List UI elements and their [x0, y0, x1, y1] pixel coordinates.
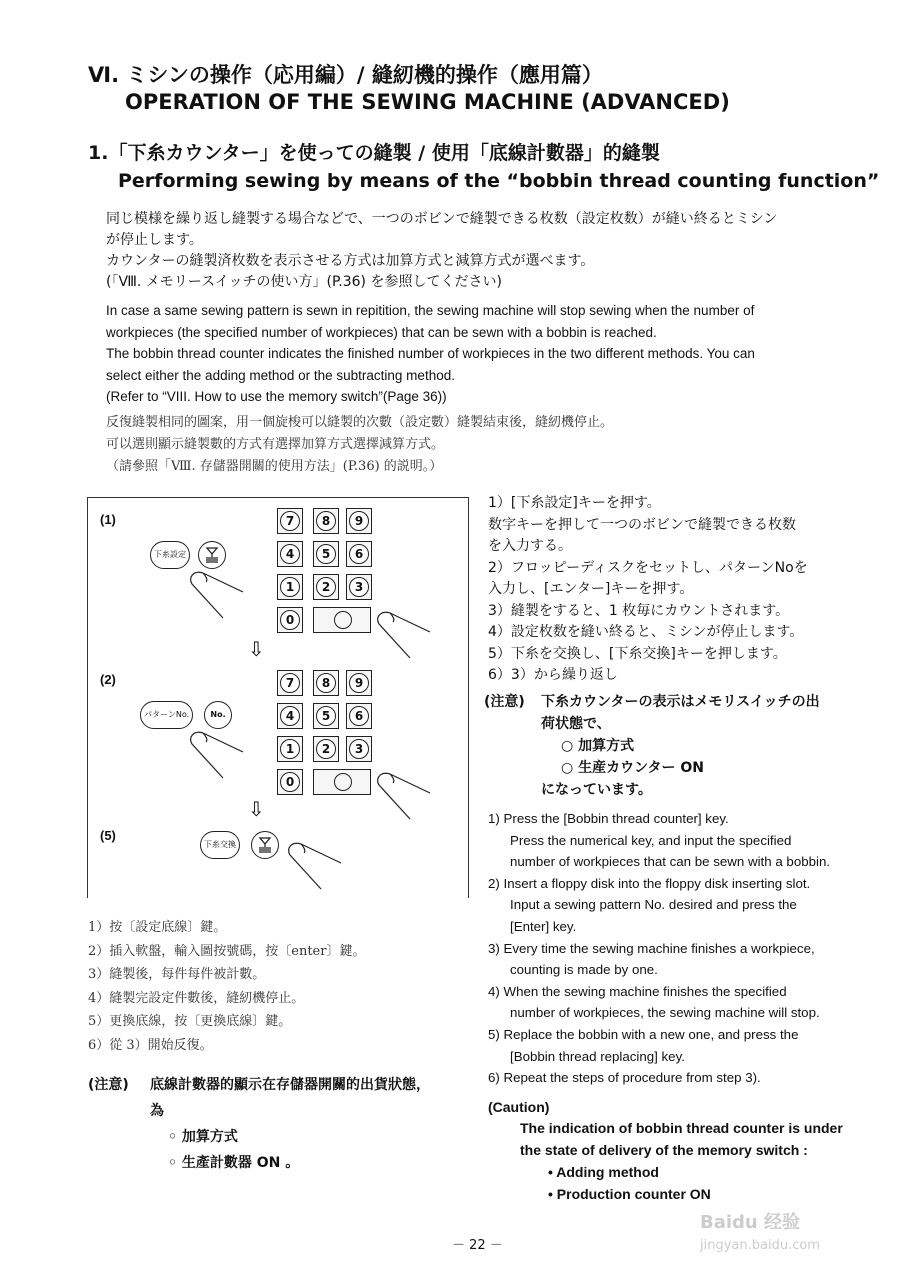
- step-line: 1）按〔設定底線〕鍵。: [88, 920, 227, 935]
- pattern-no-key[interactable]: パターンNo.: [140, 701, 193, 729]
- watermark-logo: Baidu 经验: [700, 1212, 801, 1233]
- step-line: 3) Every time the sewing machine finishes a workpiece,: [488, 940, 815, 956]
- key-label: 8: [316, 511, 336, 531]
- key-9[interactable]: [346, 508, 372, 534]
- key-5[interactable]: [313, 541, 339, 567]
- finger-icon: [375, 610, 445, 660]
- step-line: を入力する。: [488, 538, 572, 554]
- text-line: カウンターの縫製済枚数を表示させる方式は加算方式と減算方式が選べます。: [106, 253, 595, 269]
- step-line: 数字キーを押して一つのボビンで縫製できる枚数: [488, 516, 796, 533]
- step-line: 1) Press the [Bobbin thread counter] key.: [488, 811, 729, 826]
- text-line: workpieces (the specified number of workpieces) that can be sewn with a bobbin is reached.: [106, 324, 657, 340]
- key-label: 3: [349, 739, 369, 759]
- key-4[interactable]: [277, 703, 303, 729]
- key-label: 6: [349, 544, 369, 564]
- enter-icon: [334, 773, 352, 791]
- section-title-jp: 1.「下糸カウンター」を使っての縫製 / 使用「底線計數器」的縫製: [88, 142, 660, 164]
- step-line: 5）更換底線，按〔更換底線〕鍵。: [88, 1014, 292, 1029]
- text-line: select either the adding method or the subtracting method.: [106, 367, 455, 383]
- step-line: Press the numerical key, and input the specified: [510, 832, 792, 848]
- finger-icon: [375, 771, 445, 821]
- key-label: 3: [349, 577, 369, 597]
- step-line: [Bobbin thread replacing] key.: [510, 1048, 685, 1064]
- key-label: 5: [316, 706, 336, 726]
- caution-line: • Adding method: [548, 1164, 659, 1180]
- finger-icon: [286, 841, 356, 891]
- key-1[interactable]: [277, 736, 303, 762]
- bobbin-replace-key[interactable]: 下糸交換: [200, 831, 240, 859]
- step-line: 2) Insert a floppy disk into the floppy disk inserting slot.: [488, 875, 811, 891]
- step-line: 4) When the sewing machine finishes the specified: [488, 983, 787, 999]
- key-6[interactable]: [346, 703, 372, 729]
- caution-label-jp: (注意): [484, 694, 525, 710]
- step-line: 2）插入軟盤，輸入圖按號碼，按〔enter〕鍵。: [88, 943, 366, 959]
- step-line: Input a sewing pattern No. desired and press the: [510, 897, 797, 913]
- key-6[interactable]: [346, 541, 372, 567]
- key-label: 0: [280, 772, 300, 792]
- finger-icon: [188, 730, 258, 780]
- caution-line: The indication of bobbin thread counter is under: [520, 1120, 843, 1136]
- chapter-title-jp: Ⅵ. ミシンの操作（応用編）/ 縫紉機的操作（應用篇）: [88, 63, 603, 87]
- pattern-no-icon: No.: [204, 701, 232, 729]
- caution-line: ○ 生産カウンター ON: [561, 760, 705, 776]
- finger-icon: [188, 570, 258, 620]
- key-9[interactable]: [346, 670, 372, 696]
- step-line: number of workpieces, the sewing machine will stop.: [510, 1005, 820, 1021]
- enter-key[interactable]: [313, 607, 371, 633]
- step-line: 3）縫製をすると、1 枚毎にカウントされます。: [488, 602, 790, 619]
- enter-key[interactable]: [313, 769, 371, 795]
- key-0[interactable]: [277, 607, 303, 633]
- bobbin-replace-icon: [251, 831, 279, 859]
- key-label: 7: [280, 511, 300, 531]
- text-line: The bobbin thread counter indicates the finished number of workpieces in the two different methods. You can: [106, 346, 755, 361]
- text-line: 可以選則顯示縫製數的方式有選擇加算方式選擇減算方式。: [106, 437, 445, 452]
- key-7[interactable]: [277, 508, 303, 534]
- text-line: 同じ模様を繰り返し縫製する場合などで、一つのボビンで縫製できる枚数（設定枚数）が縫い終るとミシン: [106, 211, 778, 227]
- step-label: (1): [100, 512, 116, 527]
- step-line: 入力し、[エンター]キーを押す。: [488, 581, 694, 597]
- step-line: 5）下糸を交換し、[下糸交換]キーを押します。: [488, 645, 787, 662]
- caution-label-en: (Caution): [488, 1099, 550, 1115]
- step-line: 6）3）から繰り返し: [488, 667, 618, 683]
- key-label: 7: [280, 673, 300, 693]
- key-label: 4: [280, 706, 300, 726]
- key-label: 0: [280, 610, 300, 630]
- down-arrow-icon: ⇩: [248, 797, 265, 821]
- step-line: 3）縫製後，每件每件被計數。: [88, 967, 266, 982]
- step-line: counting is made by one.: [510, 962, 658, 978]
- key-label: 8: [316, 673, 336, 693]
- text-line: (Refer to “VIII. How to use the memory switch”(Page 36)): [106, 389, 447, 404]
- key-label: 1: [280, 577, 300, 597]
- step-line: 1）[下糸設定]キーを押す。: [488, 495, 661, 511]
- enter-icon: [334, 611, 352, 629]
- page-number: － 22 －: [452, 1238, 503, 1253]
- key-label: 1: [280, 739, 300, 759]
- keypad-diagram: [87, 497, 469, 898]
- step-label: (2): [100, 672, 116, 687]
- caution-line: the state of delivery of the memory switch :: [520, 1142, 808, 1158]
- key-7[interactable]: [277, 670, 303, 696]
- key-2[interactable]: [313, 574, 339, 600]
- text-line: （請參照「Ⅷ. 存儲器開關的使用方法」(P.36) 的説明。）: [106, 459, 443, 474]
- text-line: 反復縫製相同的圖案，用一個旋梭可以縫製的次數（設定數）縫製結束後，縫紉機停止。: [106, 415, 614, 430]
- caution-line: 底線計數器的顯示在存儲器開關的出貨狀態，: [150, 1077, 430, 1093]
- key-label: 4: [280, 544, 300, 564]
- step-line: 2）フロッピーディスクをセットし、パターンNoを: [488, 559, 808, 576]
- step-line: 4）縫製完設定件數後，縫紉機停止。: [88, 990, 305, 1006]
- caution-label-zh: (注意): [88, 1077, 129, 1093]
- watermark-url: jingyan.baidu.com: [700, 1238, 820, 1253]
- step-line: 4）設定枚数を縫い終ると、ミシンが停止します。: [488, 624, 804, 640]
- caution-line: になっています。: [541, 782, 652, 798]
- step-line: [Enter] key.: [510, 919, 577, 934]
- key-label: 2: [316, 577, 336, 597]
- key-label: 6: [349, 706, 369, 726]
- text-line: In case a same sewing pattern is sewn in repitition, the sewing machine will stop sewing when the number of: [106, 303, 755, 318]
- caution-line: 荷状態で、: [541, 716, 611, 732]
- step-line: 6) Repeat the steps of procedure from step 3).: [488, 1070, 761, 1086]
- step-label: (5): [100, 828, 116, 843]
- key-0[interactable]: [277, 769, 303, 795]
- key-label: 2: [316, 739, 336, 759]
- down-arrow-icon: ⇩: [248, 637, 265, 661]
- key-1[interactable]: [277, 574, 303, 600]
- caution-line: ○ 加算方式: [561, 738, 635, 754]
- section-title-en: Performing sewing by means of the “bobbin thread counting function”: [118, 170, 880, 192]
- caution-line: 為: [150, 1103, 164, 1119]
- key-5[interactable]: [313, 703, 339, 729]
- caution-line: 下糸カウンターの表示はメモリスイッチの出: [541, 694, 820, 710]
- key-2[interactable]: [313, 736, 339, 762]
- step-line: 5) Replace the bobbin with a new one, and press the: [488, 1027, 799, 1042]
- key-label: 5: [316, 544, 336, 564]
- step-line: 6）從 3）開始反復。: [88, 1037, 213, 1053]
- chapter-title-en: OPERATION OF THE SEWING MACHINE (ADVANCED): [125, 90, 730, 114]
- key-label: 9: [349, 511, 369, 531]
- step-line: number of workpieces that can be sewn with a bobbin.: [510, 854, 831, 870]
- caution-line: • Production counter ON: [548, 1186, 711, 1202]
- text-line: が停止します。: [106, 232, 203, 248]
- key-label: 9: [349, 673, 369, 693]
- caution-line: ◦ 生產計數器 ON 。: [168, 1155, 300, 1171]
- bobbin-set-key[interactable]: 下糸設定: [150, 541, 190, 569]
- bobbin-icon: [198, 541, 226, 569]
- key-8[interactable]: [313, 670, 339, 696]
- key-3[interactable]: [346, 736, 372, 762]
- key-4[interactable]: [277, 541, 303, 567]
- text-line: (「Ⅷ. メモリースイッチの使い方」(P.36) を参照してください): [106, 274, 502, 290]
- caution-line: ◦ 加算方式: [168, 1129, 238, 1145]
- key-3[interactable]: [346, 574, 372, 600]
- key-8[interactable]: [313, 508, 339, 534]
